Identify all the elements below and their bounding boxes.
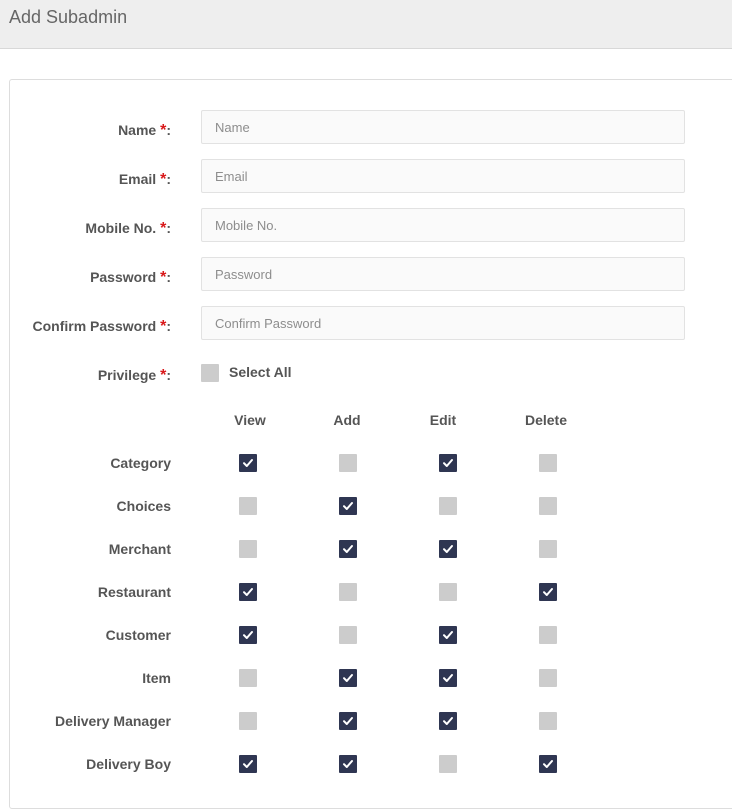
required-mark: * (160, 220, 167, 237)
restaurant-edit-checkbox[interactable] (439, 583, 457, 601)
customer-add-checkbox[interactable] (339, 626, 357, 644)
required-mark: * (160, 367, 167, 384)
checkmark-icon (442, 715, 454, 727)
confirm-password-label: Confirm Password *: (32, 318, 171, 335)
checkmark-icon (242, 586, 254, 598)
confirm-password-input[interactable] (201, 306, 685, 340)
category-delete-checkbox[interactable] (539, 454, 557, 472)
delivery-manager-delete-checkbox[interactable] (539, 712, 557, 730)
customer-delete-checkbox[interactable] (539, 626, 557, 644)
category-add-checkbox[interactable] (339, 454, 357, 472)
permission-row-label: Restaurant (97, 584, 171, 600)
restaurant-view-checkbox[interactable] (239, 583, 257, 601)
checkmark-icon (442, 543, 454, 555)
delivery-manager-add-checkbox[interactable] (339, 712, 357, 730)
column-header-view: View (234, 412, 266, 428)
column-header-add: Add (333, 412, 361, 428)
item-add-checkbox[interactable] (339, 669, 357, 687)
column-header-delete: Delete (524, 412, 568, 428)
choices-add-checkbox[interactable] (339, 497, 357, 515)
checkmark-icon (242, 758, 254, 770)
privilege-label: Privilege *: (97, 367, 171, 384)
permission-row-label: Delivery Boy (86, 756, 171, 772)
choices-edit-checkbox[interactable] (439, 497, 457, 515)
checkmark-icon (342, 672, 354, 684)
name-label: Name *: (118, 122, 171, 139)
permission-row-label: Merchant (108, 541, 171, 557)
merchant-edit-checkbox[interactable] (439, 540, 457, 558)
customer-view-checkbox[interactable] (239, 626, 257, 644)
delivery-boy-view-checkbox[interactable] (239, 755, 257, 773)
column-header-edit: Edit (429, 412, 457, 428)
checkmark-icon (442, 457, 454, 469)
email-label: Email *: (118, 171, 171, 188)
checkmark-icon (442, 672, 454, 684)
required-mark: * (160, 269, 167, 286)
permission-row-label: Delivery Manager (55, 713, 171, 729)
permission-row-label: Customer (105, 627, 171, 643)
checkmark-icon (342, 715, 354, 727)
password-input[interactable] (201, 257, 685, 291)
checkmark-icon (242, 629, 254, 641)
page-title: Add Subadmin (9, 7, 128, 27)
checkmark-icon (542, 758, 554, 770)
checkmark-icon (442, 629, 454, 641)
required-mark: * (160, 171, 167, 188)
item-view-checkbox[interactable] (239, 669, 257, 687)
mobile-label: Mobile No. *: (85, 220, 171, 237)
choices-view-checkbox[interactable] (239, 497, 257, 515)
delivery-manager-edit-checkbox[interactable] (439, 712, 457, 730)
customer-edit-checkbox[interactable] (439, 626, 457, 644)
required-mark: * (160, 318, 167, 335)
mobile-input[interactable] (201, 208, 685, 242)
page-header (0, 0, 732, 49)
delivery-manager-view-checkbox[interactable] (239, 712, 257, 730)
merchant-add-checkbox[interactable] (339, 540, 357, 558)
merchant-view-checkbox[interactable] (239, 540, 257, 558)
checkmark-icon (342, 543, 354, 555)
choices-delete-checkbox[interactable] (539, 497, 557, 515)
permission-row-label: Category (110, 455, 171, 471)
email-input[interactable] (201, 159, 685, 193)
restaurant-add-checkbox[interactable] (339, 583, 357, 601)
checkmark-icon (242, 457, 254, 469)
checkmark-icon (542, 586, 554, 598)
item-edit-checkbox[interactable] (439, 669, 457, 687)
name-input[interactable] (201, 110, 685, 144)
password-label: Password *: (90, 269, 171, 286)
merchant-delete-checkbox[interactable] (539, 540, 557, 558)
required-mark: * (160, 122, 167, 139)
category-edit-checkbox[interactable] (439, 454, 457, 472)
checkmark-icon (342, 758, 354, 770)
permission-row-label: Choices (116, 498, 171, 514)
select-all-checkbox[interactable] (201, 364, 219, 382)
category-view-checkbox[interactable] (239, 454, 257, 472)
restaurant-delete-checkbox[interactable] (539, 583, 557, 601)
delivery-boy-delete-checkbox[interactable] (539, 755, 557, 773)
delivery-boy-add-checkbox[interactable] (339, 755, 357, 773)
delivery-boy-edit-checkbox[interactable] (439, 755, 457, 773)
permission-row-label: Item (142, 670, 171, 686)
item-delete-checkbox[interactable] (539, 669, 557, 687)
select-all-label: Select All (229, 364, 292, 380)
checkmark-icon (342, 500, 354, 512)
